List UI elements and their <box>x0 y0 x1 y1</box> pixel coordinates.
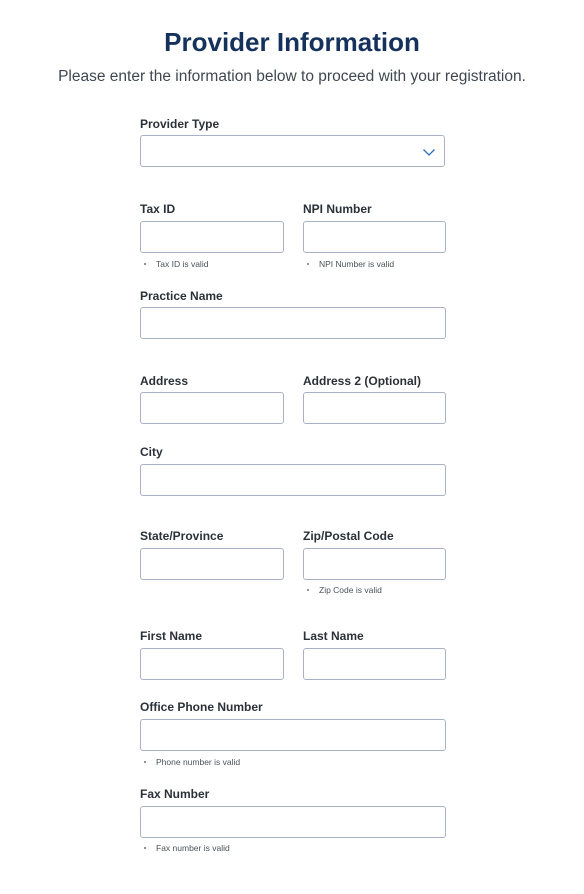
city-label: City <box>140 445 163 459</box>
office-phone-label: Office Phone Number <box>140 700 263 714</box>
last-name-field[interactable] <box>303 648 446 680</box>
chevron-down-icon <box>422 145 436 159</box>
bullet-icon <box>144 761 146 763</box>
zip-label: Zip/Postal Code <box>303 529 394 543</box>
practice-name-input[interactable] <box>141 308 445 338</box>
practice-name-field[interactable] <box>140 307 446 339</box>
office-phone-hint-text: Phone number is valid <box>156 757 241 767</box>
address2-field[interactable] <box>303 392 446 424</box>
tax-id-label: Tax ID <box>140 202 176 216</box>
address2-input[interactable] <box>304 393 445 423</box>
office-phone-input[interactable] <box>141 720 445 750</box>
fax-field[interactable] <box>140 806 446 838</box>
npi-number-hint-text: NPI Number is valid <box>319 259 395 269</box>
npi-number-hint <box>307 259 394 269</box>
address2-label: Address 2 (Optional) <box>303 374 422 388</box>
practice-name-label: Practice Name <box>140 289 223 303</box>
zip-hint-text: Zip Code is valid <box>319 585 382 595</box>
first-name-input[interactable] <box>141 649 283 679</box>
tax-id-field[interactable] <box>140 221 284 253</box>
bullet-icon <box>307 263 309 265</box>
fax-hint <box>144 843 230 853</box>
npi-number-input[interactable] <box>304 222 445 252</box>
address-label: Address <box>140 374 189 388</box>
bullet-icon <box>144 263 146 265</box>
state-label: State/Province <box>140 529 224 543</box>
page-subtitle: Please enter the information below to proceed with your registration. <box>58 68 526 85</box>
bullet-icon <box>144 847 146 849</box>
tax-id-hint <box>144 259 208 269</box>
zip-input[interactable] <box>304 549 445 579</box>
page-title: Provider Information <box>164 27 420 57</box>
provider-type-select[interactable] <box>140 135 445 167</box>
state-field[interactable] <box>140 548 284 580</box>
bullet-icon <box>307 589 309 591</box>
fax-input[interactable] <box>141 807 445 837</box>
office-phone-hint <box>144 757 240 767</box>
city-input[interactable] <box>141 465 445 495</box>
first-name-field[interactable] <box>140 648 284 680</box>
last-name-label: Last Name <box>303 629 364 643</box>
npi-number-field[interactable] <box>303 221 446 253</box>
provider-type-label: Provider Type <box>140 117 220 131</box>
address-field[interactable] <box>140 392 284 424</box>
address-input[interactable] <box>141 393 283 423</box>
npi-number-label: NPI Number <box>303 202 372 216</box>
last-name-input[interactable] <box>304 649 445 679</box>
zip-hint <box>307 585 382 595</box>
state-input[interactable] <box>141 549 283 579</box>
tax-id-hint-text: Tax ID is valid <box>156 259 209 269</box>
office-phone-field[interactable] <box>140 719 446 751</box>
fax-hint-text: Fax number is valid <box>156 843 230 853</box>
tax-id-input[interactable] <box>141 222 283 252</box>
fax-label: Fax Number <box>140 787 210 801</box>
city-field[interactable] <box>140 464 446 496</box>
first-name-label: First Name <box>140 629 203 643</box>
zip-field[interactable] <box>303 548 446 580</box>
